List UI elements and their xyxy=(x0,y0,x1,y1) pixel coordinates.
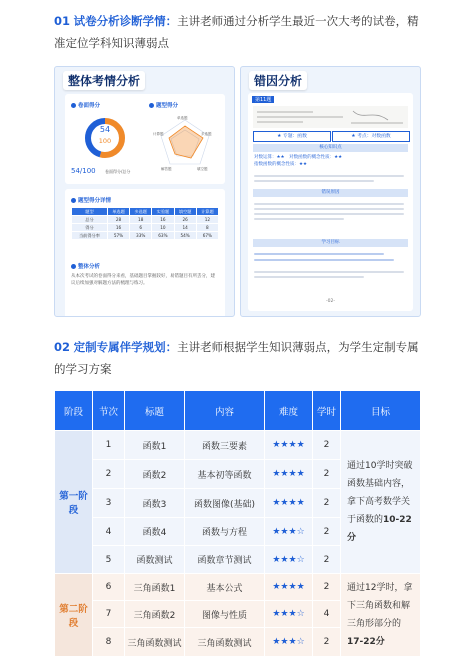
header-stage: 阶段 xyxy=(55,391,93,431)
stage2-cell: 第二阶段 xyxy=(55,574,93,657)
question-scan-icon xyxy=(253,106,408,128)
radar-chart-icon xyxy=(153,114,217,172)
type-score-dot-icon xyxy=(149,103,154,108)
error-analysis-card xyxy=(248,93,413,311)
stage1-cell: 第一阶段 xyxy=(55,431,93,574)
section2-text xyxy=(54,336,426,380)
difficulty-stars: ★★★★ xyxy=(265,460,313,489)
radar-label-multi: 多选题 xyxy=(201,132,212,136)
section2-body: 主讲老师根据学生知识薄弱点，为学生定制专属的学习方案 xyxy=(54,340,419,376)
difficulty-stars: ★★★★ xyxy=(265,431,313,460)
score-card xyxy=(65,94,225,184)
error-reason-title: 错误原因 xyxy=(253,189,408,197)
radar-label-fill: 填空题 xyxy=(197,167,208,171)
difficulty-stars: ★★★★ xyxy=(265,574,313,601)
header-session: 节次 xyxy=(93,391,125,431)
difficulty-stars: ★★★☆ xyxy=(265,601,313,628)
section2-number: 02 xyxy=(54,340,71,354)
section1-body: 主讲老师通过分析学生最近一次大考的试卷，精准定位学科知识薄弱点 xyxy=(54,14,419,50)
type-detail-title: 题型得分详情 xyxy=(71,196,111,204)
learning-goal-title: 学习目标 xyxy=(253,239,408,247)
knowledge-line-2: 指数函数的概念性质：★★ xyxy=(254,162,308,167)
section1-text xyxy=(54,10,426,54)
difficulty-stars: ★★★★ xyxy=(265,489,313,518)
section2-heading: 定制专属伴学规划： xyxy=(73,340,178,354)
score-dot-icon xyxy=(71,103,76,108)
stage1-goal: 通过10学时突破函数基础内容，拿下高考数学关于函数的10-22分 xyxy=(341,431,421,574)
stage2-goal: 通过12学时，拿下三角函数和解三角形部分的17-22分 xyxy=(341,574,421,657)
table-header-row xyxy=(55,391,421,431)
table-row: 8 三角函数测试 三角函数测试 ★★★☆ 2 xyxy=(55,628,421,657)
header-hours: 学时 xyxy=(313,391,341,431)
question-label: 第11题 xyxy=(252,96,274,103)
point-tag: ★ 考点：对数函数 xyxy=(332,131,410,142)
section1-number: 01 xyxy=(54,14,71,28)
header-title: 标题 xyxy=(125,391,185,431)
table-row: 5 函数测试 函数章节测试 ★★★☆ 2 xyxy=(55,546,421,574)
preview-right-title: 错因分析 xyxy=(249,71,307,90)
overall-analysis-text: 从本次考试的卷面得分来看，基础题目掌握较好，易错题目有所丢分，建议后续加强对解题方法的梳理与练习。 xyxy=(71,274,215,286)
radar-label-single: 单选题 xyxy=(177,116,188,120)
type-detail-dot-icon xyxy=(71,198,76,203)
preview-left-title: 整体考情分析 xyxy=(63,71,145,90)
header-difficulty: 难度 xyxy=(265,391,313,431)
overall-dot-icon xyxy=(71,264,76,269)
score-caption: 卷面得分/总分 xyxy=(105,169,131,174)
table-row: 2 函数2 基本初等函数 ★★★★ 2 xyxy=(55,460,421,489)
radar-label-calc: 计算题 xyxy=(153,132,164,136)
table-row: 第一阶段 1 函数1 函数三要素 ★★★★ 2 通过10学时突破函数基础内容，拿下高考数学关于函数的10-22分 xyxy=(55,431,421,460)
overall-analysis-title: 整体分析 xyxy=(71,262,100,270)
table-row: 3 函数3 函数图像(基础) ★★★★ 2 xyxy=(55,489,421,518)
difficulty-stars: ★★★☆ xyxy=(265,628,313,657)
type-detail-card xyxy=(65,189,225,317)
score-total: 100 xyxy=(98,137,112,145)
page-number: -02- xyxy=(326,299,335,304)
study-plan-table xyxy=(54,390,421,657)
header-goal: 目标 xyxy=(341,391,421,431)
table-row: 4 函数4 函数与方程 ★★★☆ 2 xyxy=(55,518,421,546)
score-value: 54 xyxy=(99,125,111,134)
score-card-title: 卷面得分 xyxy=(71,101,100,109)
difficulty-stars: ★★★☆ xyxy=(265,546,313,574)
table-row: 第二阶段 6 三角函数1 基本公式 ★★★★ 2 通过12学时，拿下三角函数和解三角形部分的17-22分 xyxy=(55,574,421,601)
core-knowledge-title: 核心知识点 xyxy=(253,144,408,152)
topic-tag: ★ 专题：函数 xyxy=(253,131,331,142)
preview-overall-analysis xyxy=(54,66,235,317)
score-line: 54/100 xyxy=(71,167,96,175)
difficulty-stars: ★★★☆ xyxy=(265,518,313,546)
section1-heading: 试卷分析诊断学情： xyxy=(73,14,178,28)
type-score-title: 题型得分 xyxy=(149,101,178,109)
type-detail-table: 题型 单选题 多选题 实验题 填空题 计算题 总分 28 18 16 26 12 得分 16 6 10 14 8 当前得分率 57% 33% 63% 54% 67% xyxy=(71,207,219,240)
knowledge-line-1: 对数运算：★★ 对数函数的概念性质：★★ xyxy=(254,155,343,160)
preview-error-analysis xyxy=(240,66,421,317)
radar-label-solve: 解答题 xyxy=(161,167,172,171)
header-content: 内容 xyxy=(185,391,265,431)
table-row: 7 三角函数2 图像与性质 ★★★☆ 4 xyxy=(55,601,421,628)
